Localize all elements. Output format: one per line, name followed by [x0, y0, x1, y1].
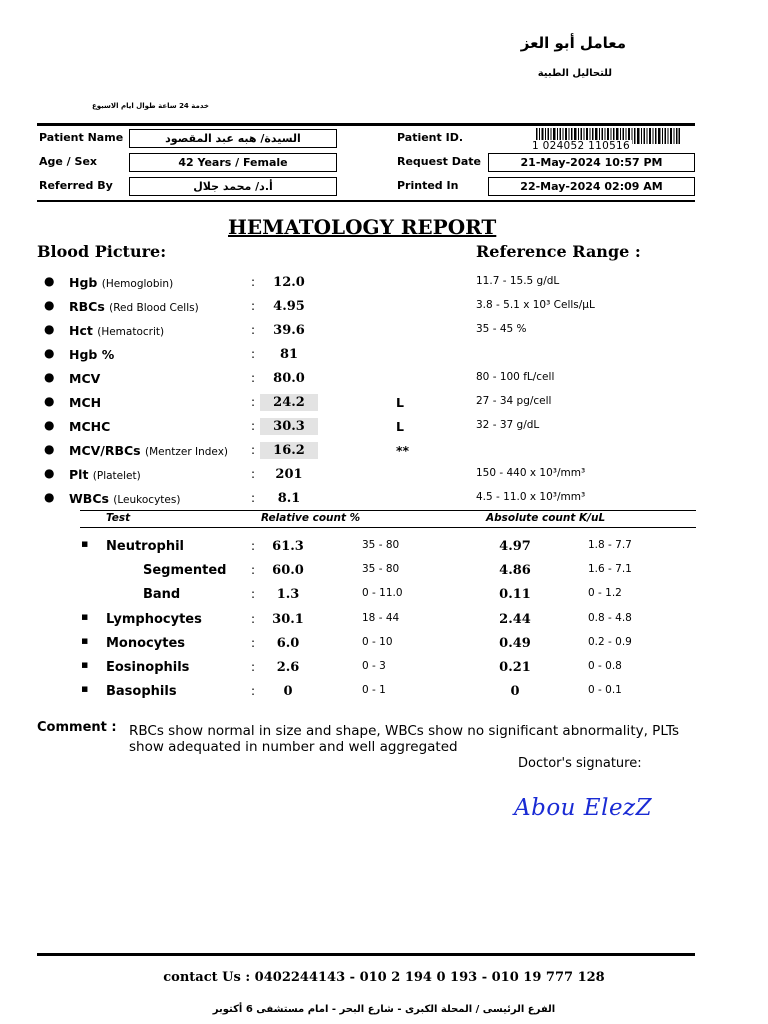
param-flag: L — [396, 395, 404, 410]
bullet-icon: ▪ — [81, 537, 89, 550]
cell-relative-ref: 35 - 80 — [362, 563, 400, 575]
colon: : — [251, 539, 256, 553]
param-row — [0, 369, 768, 389]
param-reference: 3.8 - 5.1 x 10³ Cells/µL — [476, 299, 595, 311]
divider-patient — [37, 200, 695, 202]
cell-relative-ref: 0 - 1 — [362, 684, 386, 696]
cell-name: Monocytes — [106, 636, 186, 651]
cell-name: Lymphocytes — [106, 612, 202, 627]
param-row — [0, 441, 768, 461]
colon: : — [251, 443, 256, 457]
cell-relative-ref: 18 - 44 — [362, 612, 400, 624]
referred-by-label: Referred By — [39, 179, 113, 192]
param-subtitle: (Mentzer Index) — [144, 446, 228, 458]
cell-name: Neutrophil — [106, 539, 184, 554]
colon: : — [251, 371, 256, 385]
param-reference: 32 - 37 g/dL — [476, 419, 540, 431]
cell-absolute-ref: 0.8 - 4.8 — [588, 612, 632, 624]
bullet-icon: ● — [44, 490, 55, 504]
differential-row — [0, 537, 768, 559]
bullet-icon: ● — [44, 346, 55, 360]
bullet-icon: ▪ — [81, 634, 89, 647]
param-label: Hct — [69, 323, 93, 338]
param-reference: 4.5 - 11.0 x 10³/mm³ — [476, 491, 586, 503]
bullet-icon: ▪ — [81, 610, 89, 623]
divider-top — [37, 123, 695, 126]
cell-name: Band — [143, 587, 181, 602]
cell-absolute-ref: 0 - 0.1 — [588, 684, 622, 696]
param-subtitle: (Leukocytes) — [113, 494, 181, 506]
request-date-field: 21-May-2024 10:57 PM — [488, 153, 695, 172]
bullet-icon: ● — [44, 394, 55, 408]
bullet-icon: ▪ — [81, 682, 89, 695]
printed-in-label: Printed In — [397, 179, 459, 192]
param-row — [0, 465, 768, 485]
param-value: 16.2 — [260, 442, 318, 459]
colon: : — [251, 660, 256, 674]
param-reference: 11.7 - 15.5 g/dL — [476, 275, 560, 287]
cell-absolute: 0.11 — [499, 587, 531, 602]
param-value: 8.1 — [277, 491, 301, 506]
param-label: MCV/RBCs — [69, 443, 141, 458]
bullet-icon: ● — [44, 274, 55, 288]
printed-in-field: 22-May-2024 02:09 AM — [488, 177, 695, 196]
lab-name: معامل أبو العز — [520, 34, 626, 52]
referred-by-field: أ.د/ محمد جلال — [129, 177, 337, 196]
param-flag: ** — [396, 443, 410, 458]
differential-row — [0, 610, 768, 632]
colon: : — [251, 563, 256, 577]
cell-relative-ref: 0 - 10 — [362, 636, 393, 648]
colon: : — [251, 299, 256, 313]
param-name — [69, 275, 173, 290]
comment-label: Comment : — [37, 720, 117, 735]
param-reference: 35 - 45 % — [476, 323, 527, 335]
signature-label: Doctor's signature: — [518, 756, 642, 771]
cell-absolute-ref: 0 - 1.2 — [588, 587, 622, 599]
lab-subtitle: للتحاليل الطبية — [537, 68, 612, 79]
patient-id-label: Patient ID. — [397, 131, 463, 144]
diff-col-relative: Relative count % — [261, 512, 361, 524]
age-sex-label: Age / Sex — [39, 155, 98, 168]
colon: : — [251, 395, 256, 409]
param-flag: L — [396, 419, 404, 434]
cell-relative: 61.3 — [272, 539, 304, 554]
cell-relative: 0 — [283, 684, 293, 699]
bullet-icon: ● — [44, 298, 55, 312]
cell-absolute: 0.21 — [499, 660, 531, 675]
param-label: Plt — [69, 467, 89, 482]
param-subtitle: (Platelet) — [92, 470, 141, 482]
param-row — [0, 345, 768, 365]
cell-absolute-ref: 0.2 - 0.9 — [588, 636, 632, 648]
param-name — [69, 299, 199, 314]
colon: : — [251, 612, 256, 626]
request-date-label: Request Date — [397, 155, 482, 168]
cell-name: Eosinophils — [106, 660, 190, 675]
diff-col-absolute: Absolute count K/uL — [486, 512, 606, 524]
param-label: MCV — [69, 371, 101, 386]
service-note: خدمة 24 ساعة طوال ايام الاسبوع — [92, 102, 209, 110]
comment-text: RBCs show normal in size and shape, WBCs show no significant abnormality, PLTs show adequated in number and well aggregated — [129, 723, 680, 755]
param-label: Hgb % — [69, 347, 115, 362]
colon: : — [251, 587, 256, 601]
blood-picture-heading: Blood Picture: — [37, 242, 167, 261]
differential-header-line — [80, 527, 696, 528]
differential-row — [0, 682, 768, 704]
param-name — [69, 347, 114, 362]
differential-row — [0, 634, 768, 656]
param-reference: 150 - 440 x 10³/mm³ — [476, 467, 586, 479]
cell-relative-ref: 0 - 11.0 — [362, 587, 403, 599]
bullet-icon: ● — [44, 442, 55, 456]
differential-row — [0, 561, 768, 583]
colon: : — [251, 419, 256, 433]
cell-absolute: 2.44 — [499, 612, 531, 627]
colon: : — [251, 636, 256, 650]
cell-absolute: 4.97 — [499, 539, 531, 554]
cell-absolute: 4.86 — [499, 563, 531, 578]
param-row — [0, 273, 768, 293]
param-value: 80.0 — [273, 371, 305, 386]
param-reference: 27 - 34 pg/cell — [476, 395, 552, 407]
diff-col-test: Test — [106, 512, 131, 524]
patient-name-field: السيدة/ هبه عبد المقصود — [129, 129, 337, 148]
bullet-icon: ▪ — [81, 658, 89, 671]
cell-absolute: 0.49 — [499, 636, 531, 651]
cell-name: Segmented — [143, 563, 227, 578]
contact-info: contact Us : 0402244143 - 010 2 194 0 193 - 010 19 777 128 — [163, 970, 605, 985]
param-row — [0, 489, 768, 509]
differential-top-line — [80, 510, 696, 511]
cell-relative: 2.6 — [276, 660, 300, 675]
param-value: 30.3 — [260, 418, 318, 435]
age-sex-field: 42 Years / Female — [129, 153, 337, 172]
param-row — [0, 297, 768, 317]
cell-absolute-ref: 1.8 - 7.7 — [588, 539, 632, 551]
bullet-icon: ● — [44, 418, 55, 432]
param-subtitle: (Hematocrit) — [97, 326, 165, 338]
param-name — [69, 395, 101, 410]
param-row — [0, 417, 768, 437]
param-name — [69, 467, 141, 482]
divider-footer — [37, 953, 695, 956]
cell-relative: 60.0 — [272, 563, 304, 578]
cell-relative-ref: 35 - 80 — [362, 539, 400, 551]
param-reference: 80 - 100 fL/cell — [476, 371, 555, 383]
param-row — [0, 321, 768, 341]
differential-row — [0, 658, 768, 680]
param-label: WBCs — [69, 491, 109, 506]
address: الفرع الرئيسى / المحلة الكبرى - شارع البحر - امام مستشفى 6 أكتوبر — [212, 1004, 556, 1015]
colon: : — [251, 275, 256, 289]
param-subtitle: (Hemoglobin) — [101, 278, 174, 290]
cell-absolute-ref: 1.6 - 7.1 — [588, 563, 632, 575]
cell-absolute: 0 — [510, 684, 520, 699]
colon: : — [251, 347, 256, 361]
cell-name: Basophils — [106, 684, 177, 699]
colon: : — [251, 323, 256, 337]
report-title: HEMATOLOGY REPORT — [228, 215, 497, 239]
cell-relative: 30.1 — [272, 612, 304, 627]
doctor-signature: Abou ElezZ — [514, 795, 653, 821]
param-value: 4.95 — [273, 299, 305, 314]
param-name — [69, 443, 228, 458]
param-name — [69, 323, 164, 338]
param-name — [69, 491, 180, 506]
colon: : — [251, 684, 256, 698]
bullet-icon: ● — [44, 322, 55, 336]
param-value: 201 — [275, 467, 303, 482]
cell-relative: 6.0 — [276, 636, 300, 651]
param-label: MCH — [69, 395, 102, 410]
bullet-icon: ● — [44, 370, 55, 384]
param-subtitle: (Red Blood Cells) — [109, 302, 199, 314]
param-value: 24.2 — [260, 394, 318, 411]
param-name — [69, 371, 100, 386]
patient-name-label: Patient Name — [39, 131, 124, 144]
cell-relative: 1.3 — [276, 587, 300, 602]
param-value: 12.0 — [273, 275, 305, 290]
colon: : — [251, 467, 256, 481]
param-label: MCHC — [69, 419, 111, 434]
colon: : — [251, 491, 256, 505]
patient-id-value: 1 024052 110516 — [532, 140, 631, 152]
cell-absolute-ref: 0 - 0.8 — [588, 660, 622, 672]
cell-relative-ref: 0 - 3 — [362, 660, 386, 672]
param-row — [0, 393, 768, 413]
param-name — [69, 419, 110, 434]
param-label: RBCs — [69, 299, 105, 314]
param-value: 81 — [279, 347, 299, 362]
reference-range-heading: Reference Range : — [476, 242, 641, 261]
param-label: Hgb — [69, 275, 98, 290]
bullet-icon: ● — [44, 466, 55, 480]
param-value: 39.6 — [273, 323, 305, 338]
differential-row — [0, 585, 768, 607]
